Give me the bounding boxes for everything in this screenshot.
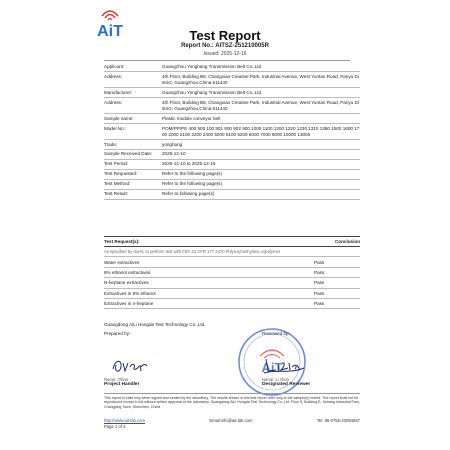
info-label: Applicant: [104, 63, 125, 69]
results-note: As specified by client, to perform test with FDA 21 CFR 177.2470 Polyoxymethylene copolymer [104, 247, 360, 257]
info-label: Address: [104, 73, 123, 79]
info-row [104, 190, 360, 200]
sample-info-table [104, 62, 360, 200]
info-value: Refer to following page(s) [162, 191, 215, 197]
reviewed-by-label: Reviewed by: [262, 331, 290, 336]
website-link[interactable]: http://www.ait-lab.com [104, 418, 145, 423]
info-value: Guangzhou Yonghang Transmission Belt Co.,Ltd [162, 89, 262, 95]
footer-tel: Tel: 86-0755-23094567 [316, 418, 360, 423]
info-row [104, 114, 360, 124]
info-value: Refer to the following page(s) [162, 171, 223, 177]
info-value: Plastic module conveyor belt [162, 115, 221, 121]
test-results-table [104, 236, 360, 309]
info-label: Test Result: [104, 191, 128, 197]
result-item: N-heptane extractives [104, 280, 149, 286]
handler-title: Project Handler [104, 382, 140, 387]
info-row [104, 150, 360, 160]
info-value: 4th Floor, Building B8, Changxiao Creative Park, Industrial Avenue, West Yuntan Road, Panyu District, Guangzhou,China 511440 [162, 99, 359, 111]
info-label: Test Requested: [104, 171, 138, 177]
logo-text: AiT [97, 23, 123, 40]
info-value: Guangzhou Yonghang Transmission Belt Co.,Ltd [162, 63, 262, 69]
result-item: 8% ethanol extractives [104, 269, 151, 275]
result-conclusion: Pass [314, 290, 325, 296]
result-item: Water extractives [104, 259, 140, 265]
info-value: 4th Floor, Building B8, Changxiao Creative Park, Industrial Avenue, West Yuntan Road, Panyu District, Guangzhou,China 511440 [162, 73, 359, 85]
footer-email: Email:info@ait-lab.com [209, 418, 253, 423]
info-label: Sample Received Date: [104, 151, 153, 157]
result-item: Extractives in n-heptane [104, 301, 154, 307]
table-row [104, 289, 360, 299]
info-value: yonghang [162, 141, 183, 147]
table-row [104, 257, 360, 267]
page-footer [104, 418, 360, 423]
results-header-item: Test Request(s): [104, 239, 140, 244]
info-label: Test Method: [104, 181, 131, 187]
info-row [104, 160, 360, 170]
result-conclusion: Pass [314, 269, 325, 275]
info-row [104, 170, 360, 180]
table-row [104, 299, 360, 309]
info-row [104, 72, 360, 88]
svg-text:AiT: AiT [261, 360, 283, 375]
info-label: Manufacturer: [104, 89, 133, 95]
disclaimer-text: This report is valid only when signed and sealed by the laboratory. The results shown in this test report refer only to the sample(s) tested. The report shall not be reproduced except in full without written approval of the laboratory. Guangdong AiLi Hongda Test Technology Co.,Ltd. Floor 5, Building E, Jiehang Industrial Park, Changping Town, Shenzhen, China [104, 393, 360, 409]
reviewer-signature [262, 353, 306, 377]
table-row [104, 268, 360, 278]
info-row [104, 124, 360, 140]
result-item: Extractives in 8% ethanol [104, 290, 156, 296]
info-label: Address: [104, 99, 123, 105]
info-row [104, 140, 360, 150]
header-divider [104, 60, 350, 61]
info-label: Trade: [104, 141, 118, 147]
lab-company-name: Guangdong AiLi Hongda Test Technology Co.,Ltd. [104, 322, 206, 327]
result-conclusion: Pass [314, 280, 325, 286]
info-value: Refer to the following page(s) [162, 181, 223, 187]
info-label: Model No.: [104, 125, 127, 131]
results-header-conclusion: Conclusion [334, 239, 360, 244]
handler-signature [110, 355, 150, 377]
page-number: Page 1 of 4 [104, 424, 126, 429]
reviewer-name: Name: Li zhen [262, 377, 289, 382]
result-conclusion: Pass [314, 259, 325, 265]
info-row [104, 88, 360, 98]
results-header [104, 236, 360, 247]
table-row [104, 278, 360, 288]
info-row [104, 180, 360, 190]
report-number: Report No.: AITSZ-251210005R [181, 43, 269, 49]
info-value: 2025-12-10 [162, 151, 186, 157]
reviewer-title: Designated Reviewer [262, 382, 311, 387]
info-row [104, 98, 360, 114]
info-value: 2025-12-10 to 2025-12-16 [162, 161, 216, 167]
issued-date: Issued: 2025-12-16 [203, 51, 247, 57]
info-row [104, 62, 360, 72]
info-label: Sample name: [104, 115, 134, 121]
result-conclusion: Pass [314, 301, 325, 307]
report-title: Test Report [189, 28, 261, 43]
info-label: Test Period: [104, 161, 129, 167]
info-value: POM/PP/PE 400 500 100 501 800 902 900 1000 1100 1200 1220 1230 1310 1360 1500 1600 1700 2000 2100 2200 2400 5000 5100 5200 6000 7000 8000 10000 13000 [162, 125, 360, 137]
prepared-by-label: Prepared by: [104, 331, 131, 336]
handler-name: Name: Oliver [104, 377, 129, 382]
